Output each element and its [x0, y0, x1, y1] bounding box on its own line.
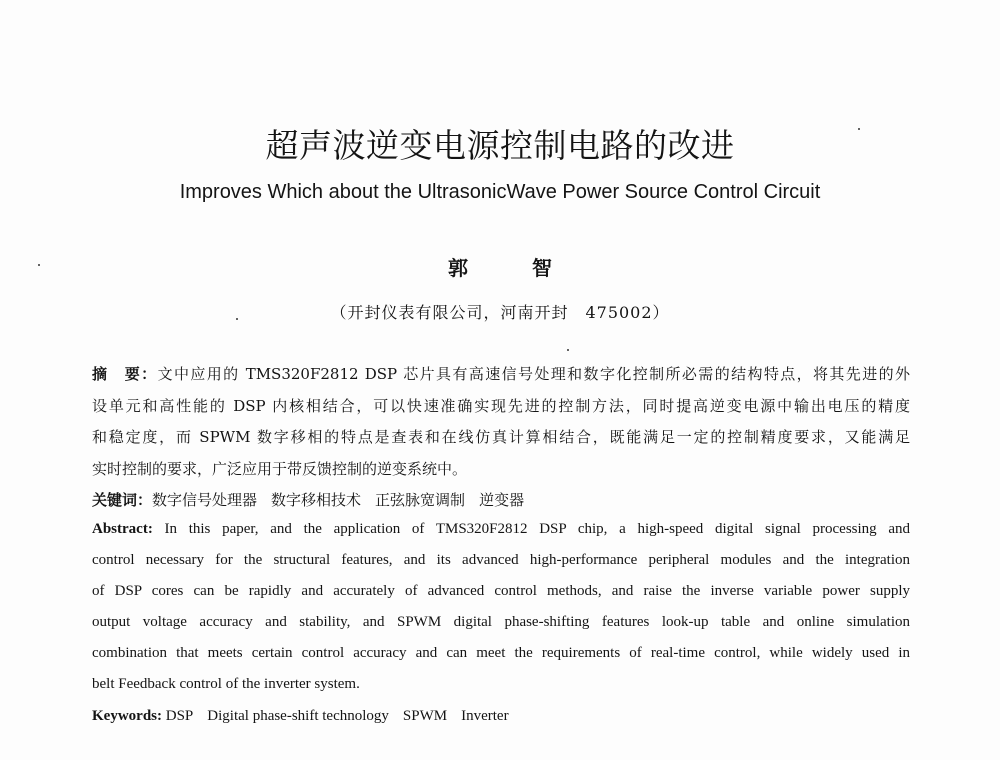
- keyword-en-item: DSP: [165, 708, 194, 724]
- abstract-en-line: [92, 514, 910, 545]
- author-name: 郭 智: [448, 256, 574, 280]
- abstract-english: [92, 514, 910, 700]
- keyword-cn-item: 数字移相技术: [271, 491, 362, 509]
- keyword-en-item: SPWM: [402, 708, 448, 724]
- keywords-english: [92, 700, 910, 732]
- title-chinese: 超声波逆变电源控制电路的改进: [265, 126, 735, 165]
- scan-speck: [567, 349, 569, 351]
- keyword-cn-item: 逆变器: [479, 491, 525, 509]
- abstract-en-line: combination that meets certain control accuracy and can meet the requirements of real-time control, while widely used in: [92, 645, 910, 661]
- keyword-cn-item: 数字信号处理器: [152, 491, 258, 509]
- abstract-cn-text: 文中应用的 TMS320F2812 DSP 芯片具有高速信号处理和数字化控制所必需的结构特点，将其先进的外: [157, 365, 910, 383]
- abstract-en-line: control necessary for the structural features, and its advanced high-performance peripheral modules and the integration: [92, 552, 910, 568]
- abstract-cn-label: 摘 要：: [92, 365, 158, 383]
- abstract-chinese: [92, 359, 910, 486]
- keywords-chinese: [92, 484, 910, 516]
- abstract-en-text: In this paper, and the application of TMS320F2812 DSP chip, a high-speed digital signal processing and: [164, 521, 911, 537]
- abstract-cn-line: 设单元和高性能的 DSP 内核相结合，可以快速准确实现先进的控制方法，同时提高逆变电源中输出电压的精度: [92, 396, 910, 415]
- abstract-en-label: Abstract:: [92, 521, 153, 537]
- keyword-en-item: Digital phase-shift technology: [207, 708, 389, 724]
- abstract-en-line: belt Feedback control of the inverter system.: [92, 676, 360, 692]
- abstract-cn-line: 实时控制的要求，广泛应用于带反馈控制的逆变系统中。: [92, 460, 468, 479]
- abstract-cn-line: 和稳定度，而 SPWM 数字移相的特点是查表和在线仿真计算相结合，既能满足一定的控制精度要求，又能满足: [92, 428, 910, 447]
- abstract-en-line: of DSP cores can be rapidly and accurately of advanced control methods, and raise the inverse variable power supply: [92, 583, 910, 599]
- abstract-cn-line: [92, 359, 910, 391]
- author-affiliation: （开封仪表有限公司，河南开封 475002）: [330, 303, 670, 322]
- title-english: Improves Which about the UltrasonicWave Power Source Control Circuit: [179, 181, 821, 203]
- keywords-cn-label: 关键词：: [92, 491, 153, 509]
- keywords-en-label: Keywords:: [92, 708, 162, 724]
- keyword-en-item: Inverter: [461, 708, 509, 724]
- keyword-cn-item: 正弦脉宽调制: [375, 491, 466, 509]
- abstract-en-line: output voltage accuracy and stability, and SPWM digital phase-shifting features look-up table and online simulation: [92, 614, 910, 630]
